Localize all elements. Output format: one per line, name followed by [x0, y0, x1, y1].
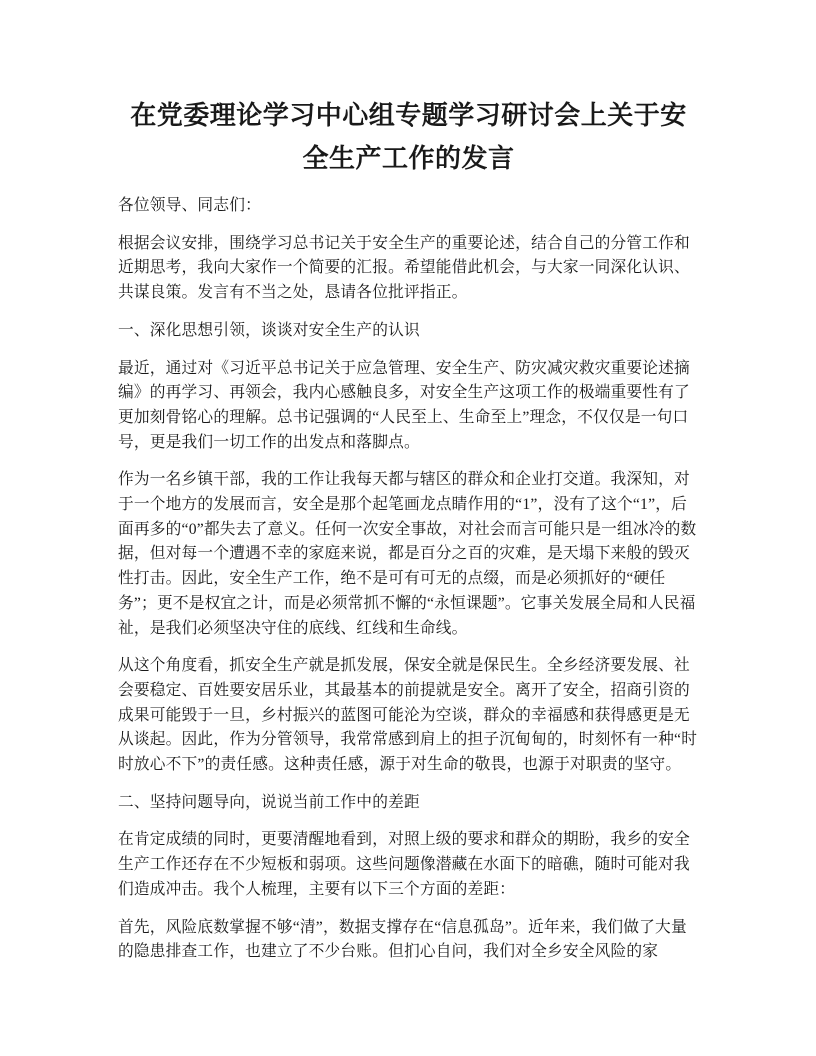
section-heading-2: 二、坚持问题导向，说说当前工作中的差距	[118, 793, 420, 811]
paragraph-township-cadre: 作为一名乡镇干部，我的工作让我每天都与辖区的群众和企业打交道。我深知，对于一个地方的发展而言，安全是那个起笔画龙点睛作用的“1”，没有了这个“1”，后面再多的“0”都失去了意义。任何一次安全事故，对社会而言可能只是一组冰冷的数据，但对每一个遭遇不幸的家庭来说，都是百分之百的灾难，是天塌下来般的毁灭性打击。因此，安全生产工作，绝不是可有可无的点缀，而是必须抓好的“硬任务”；更不是权宜之计，而是必须常抓不懈的“永恒课题”。它事关发展全局和人民福祉，是我们必须坚决守住的底线、红线和生命线。	[118, 471, 697, 637]
greeting-line: 各位领导、同志们：	[118, 197, 261, 214]
paragraph-intro: 根据会议安排，围绕学习总书记关于安全生产的重要论述，结合自己的分管工作和近期思考，我向大家作一个简要的汇报。希望能借此机会，与大家一同深化认识、共谋良策。发言有不当之处，恳请各位批评指正。	[118, 234, 690, 302]
paragraph-gaps-overview: 在肯定成绩的同时，更要清醒地看到，对照上级的要求和群众的期盼，我乡的安全生产工作还存在不少短板和弱项。这些问题像潜藏在水面下的暗礁，随时可能对我们造成冲击。我个人梳理，主要有以下三个方面的差距：	[118, 831, 690, 898]
section-heading-1: 一、深化思想引领，谈谈对安全生产的认识	[118, 321, 420, 339]
paragraph-study-reflection: 最近，通过对《习近平总书记关于应急管理、安全生产、防灾减灾救灾重要论述摘编》的再学习、再领会，我内心感触良多，对安全生产这项工作的极端重要性有了更加刻骨铭心的理解。总书记强调的“人民至上、生命至上”理念，不仅仅是一句口号，更是我们一切工作的出发点和落脚点。	[118, 359, 690, 451]
document-title: 在党委理论学习中心组专题学习研讨会上关于安全生产工作的发言	[130, 101, 687, 173]
paragraph-risk-data-truncated: 首先，风险底数掌握不够“清”，数据支撑存在“信息孤岛”。近年来，我们做了大量的隐患排查工作，也建立了不少台账。但扪心自问，我们对全乡安全风险的家	[118, 918, 687, 961]
paragraph-safety-is-development: 从这个角度看，抓安全生产就是抓发展，保安全就是保民生。全乡经济要发展、社会要稳定、百姓要安居乐业，其最基本的前提就是安全。离开了安全，招商引资的成果可能毁于一旦，乡村振兴的蓝图可能沦为空谈，群众的幸福感和获得感更是无从谈起。因此，作为分管领导，我常常感到肩上的担子沉甸甸的，时刻怀有一种“时时放心不下”的责任感。这种责任感，源于对生命的敬畏，也源于对职责的坚守。	[118, 657, 698, 774]
